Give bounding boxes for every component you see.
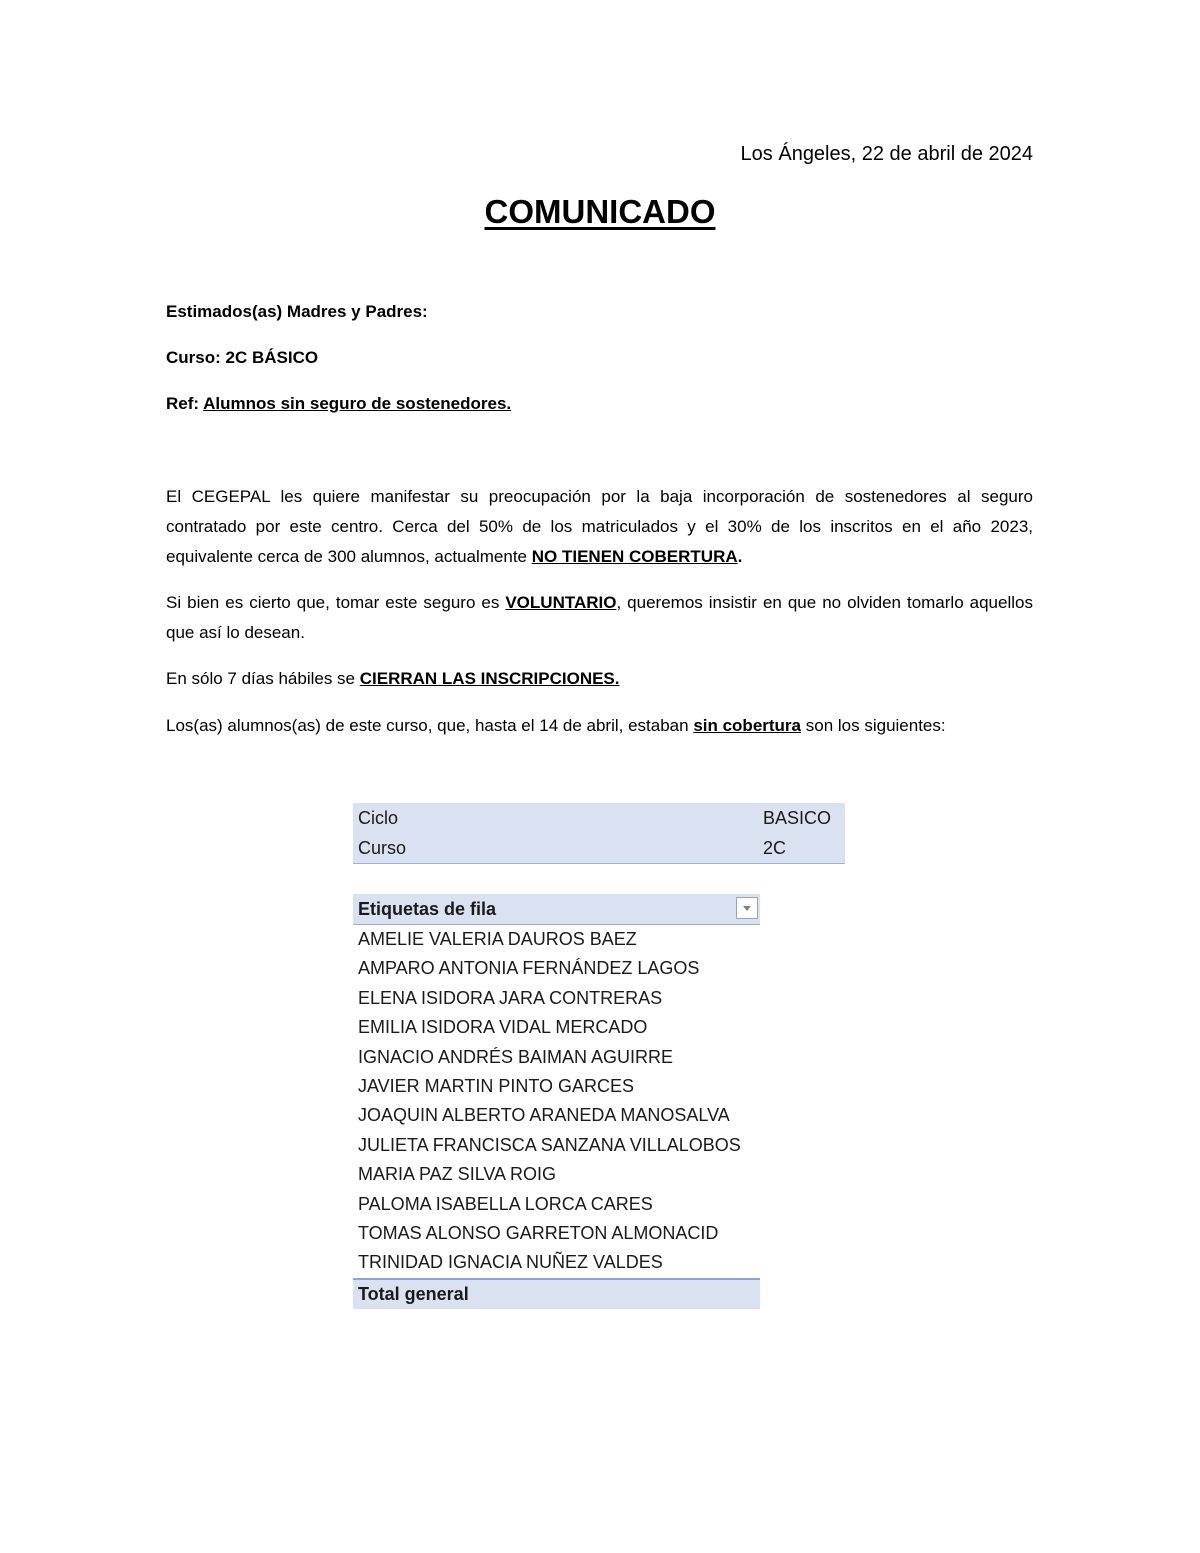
- filter-row-curso: [353, 833, 845, 863]
- list-item: JAVIER MARTIN PINTO GARCES: [358, 1075, 635, 1096]
- paragraph-3-emphasis: CIERRAN LAS INSCRIPCIONES.: [359, 669, 620, 688]
- paragraph-2-end: , queremos insistir en que no olviden tomarlo aquellos que así lo desean.: [166, 593, 1033, 642]
- filter-value: BASICO: [763, 808, 832, 828]
- list-item: MARIA PAZ SILVA ROIG: [358, 1164, 557, 1185]
- reference-line: [166, 392, 511, 416]
- paragraph-3-start: En sólo 7 días hábiles se: [166, 669, 356, 688]
- course-line: Curso: 2C BÁSICO: [166, 348, 319, 367]
- row-labels-header-text: Etiquetas de fila: [358, 899, 497, 919]
- document-title: COMUNICADO: [484, 193, 716, 230]
- paragraph-4-start: Los(as) alumnos(as) de este curso, que, hasta el 14 de abril, estaban: [166, 716, 689, 735]
- pivot-filter-block: [353, 803, 845, 864]
- filter-value: 2C: [763, 838, 787, 858]
- list-item: EMILIA ISIDORA VIDAL MERCADO: [358, 1017, 648, 1038]
- document-date: Los Ángeles, 22 de abril de 2024: [740, 143, 1033, 165]
- list-item: TRINIDAD IGNACIA NUÑEZ VALDES: [358, 1252, 663, 1273]
- paragraph-1-text: El CEGEPAL les quiere manifestar su preocupación por la baja incorporación de sostenedores al seguro contratado por este centro. Cerca del 50% de los matriculados y el 30% de los inscritos en el año 2023, equivalente cerca de 300 alumnos, actualmente: [166, 487, 1033, 566]
- filter-key: Ciclo: [358, 808, 399, 828]
- paragraph-1-emphasis: NO TIENEN COBERTURA: [531, 547, 738, 566]
- row-labels-header: [353, 894, 760, 925]
- list-item: AMPARO ANTONIA FERNÁNDEZ LAGOS: [358, 958, 700, 979]
- paragraph-4: [166, 711, 1033, 741]
- list-item: ELENA ISIDORA JARA CONTRERAS: [358, 987, 663, 1008]
- list-item: JOAQUIN ALBERTO ARANEDA MANOSALVA: [358, 1105, 730, 1126]
- grand-total-row: Total general: [353, 1278, 760, 1309]
- list-item: PALOMA ISABELLA LORCA CARES: [358, 1193, 653, 1214]
- paragraph-1-end: .: [737, 547, 743, 566]
- paragraph-2-start: Si bien es cierto que, tomar este seguro es: [166, 593, 500, 612]
- paragraph-2-emphasis: VOLUNTARIO: [505, 593, 617, 612]
- pivot-row-table: [353, 894, 760, 1309]
- paragraph-4-emphasis: sin cobertura: [693, 716, 802, 735]
- reference-text: Alumnos sin seguro de sostenedores.: [203, 394, 512, 413]
- list-item: JULIETA FRANCISCA SANZANA VILLALOBOS: [358, 1134, 741, 1155]
- filter-key: Curso: [358, 838, 407, 858]
- filter-dropdown-icon[interactable]: [736, 897, 758, 919]
- paragraph-2: [166, 588, 1033, 648]
- list-item: IGNACIO ANDRÉS BAIMAN AGUIRRE: [358, 1046, 674, 1067]
- student-list: [353, 925, 760, 1278]
- filter-row-ciclo: [353, 803, 845, 833]
- greeting: Estimados(as) Madres y Padres:: [166, 302, 428, 321]
- paragraph-4-end: son los siguientes:: [805, 716, 946, 735]
- reference-label: Ref:: [166, 394, 200, 413]
- paragraph-3: [166, 664, 1033, 694]
- list-item: TOMAS ALONSO GARRETON ALMONACID: [358, 1222, 719, 1243]
- paragraph-1: [166, 482, 1033, 572]
- list-item: AMELIE VALERIA DAUROS BAEZ: [358, 929, 637, 949]
